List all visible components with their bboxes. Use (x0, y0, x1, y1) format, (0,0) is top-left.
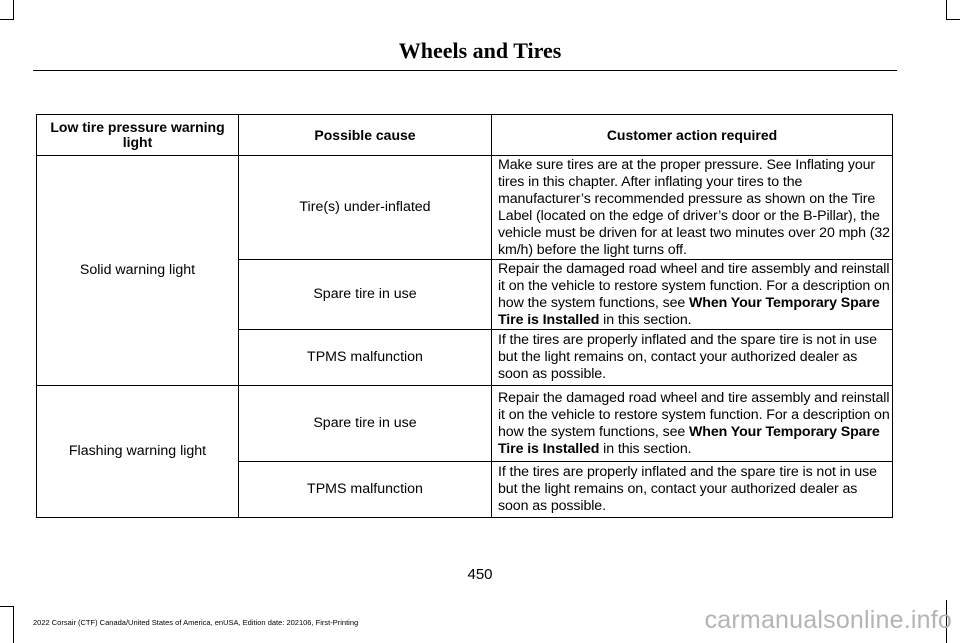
action-cell (492, 260, 893, 330)
watermark: carmanualsonline.info (704, 606, 952, 634)
page-title: Wheels and Tires (398, 38, 562, 63)
cause-cell: TPMS malfunction (239, 462, 492, 518)
light-cell-flashing: Flashing warning light (37, 386, 239, 518)
action-text: in this section. (599, 311, 692, 328)
column-header-light: Low tire pressure warning light (37, 115, 239, 156)
crop-mark-bottom-left-vertical (13, 606, 14, 643)
page-number: 450 (467, 566, 493, 583)
table-row (37, 156, 893, 260)
action-text: If the tires are properly inflated and the spare tire is not in use but the light remains on, contact your authorized dealer as soon as possible. (498, 464, 877, 514)
crop-mark-top-left-horizontal (0, 19, 14, 20)
action-cell (492, 386, 893, 462)
action-cell (492, 156, 893, 260)
action-text: Repair the damaged road wheel and tire assembly and reinstall it on the vehicle to restore system function. For a description on how the system functions, see (498, 260, 890, 311)
crop-mark-top-right-vertical (946, 0, 947, 19)
action-text: Repair the damaged road wheel and tire assembly and reinstall it on the vehicle to restore system function. For a description on how the system functions, see (498, 389, 890, 440)
column-header-cause: Possible cause (239, 115, 492, 156)
cross-reference: When Your Temporary Spare Tire is Installed (498, 294, 880, 328)
cause-cell: Spare tire in use (239, 260, 492, 330)
action-cell (492, 330, 893, 386)
footer-edition: 2022 Corsair (CTF) Canada/United States of America, enUSA, Edition date: 202106, First-Printing (33, 618, 359, 627)
action-text: in this section. (599, 440, 692, 457)
crop-mark-top-left-vertical (13, 0, 14, 19)
header-rule (33, 70, 897, 71)
warning-light-table (36, 114, 893, 518)
action-text: If the tires are properly inflated and the spare tire is not in use but the light remains on, contact your authorized dealer as soon as possible. (498, 332, 877, 382)
light-cell-solid: Solid warning light (37, 156, 239, 386)
column-header-action: Customer action required (492, 115, 893, 156)
cause-cell: Spare tire in use (239, 386, 492, 462)
action-cell (492, 462, 893, 518)
table-row (37, 386, 893, 462)
crop-mark-top-right-horizontal (946, 19, 960, 20)
cause-cell: Tire(s) under-inflated (239, 156, 492, 260)
table-header-row (37, 115, 893, 156)
cause-cell: TPMS malfunction (239, 330, 492, 386)
cross-reference: When Your Temporary Spare Tire is Installed (498, 423, 880, 457)
crop-mark-bottom-left-horizontal (0, 606, 14, 607)
action-text: Make sure tires are at the proper pressure. See Inflating your tires in this chapter. After inflating your tires to the manufacturer’s recommended pressure as shown on the Tire Label (located on the edge of driver’s door or the B-Pillar), the vehicle must be driven for at least two minutes over 20 mph (32 km/h) before the light turns off. (498, 156, 890, 258)
